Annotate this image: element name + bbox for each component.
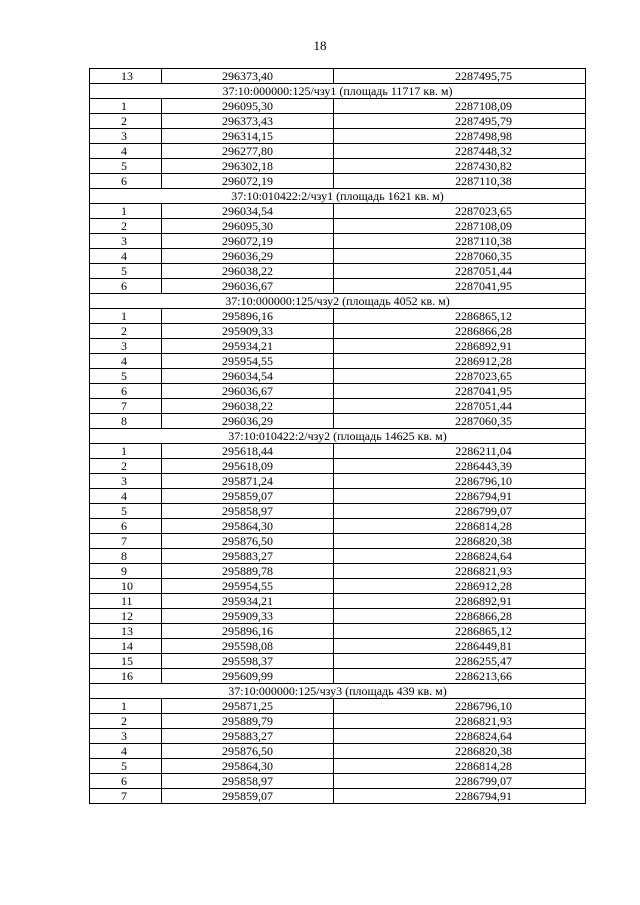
table-row bbox=[90, 354, 586, 369]
point-number: 11 bbox=[90, 594, 162, 609]
point-number: 1 bbox=[90, 699, 162, 714]
table-row bbox=[90, 729, 586, 744]
table-row bbox=[90, 399, 586, 414]
table-row bbox=[90, 444, 586, 459]
section-title: 37:10:000000:125/чзу3 (площадь 439 кв. м) bbox=[90, 684, 586, 699]
x-coordinate: 295859,07 bbox=[162, 489, 334, 504]
point-number: 13 bbox=[90, 69, 162, 84]
point-number: 12 bbox=[90, 609, 162, 624]
x-coordinate: 295889,79 bbox=[162, 714, 334, 729]
x-coordinate: 296036,67 bbox=[162, 384, 334, 399]
x-coordinate: 296072,19 bbox=[162, 234, 334, 249]
section-header-row bbox=[90, 189, 586, 204]
y-coordinate: 2287110,38 bbox=[334, 234, 586, 249]
table-row bbox=[90, 774, 586, 789]
table-row bbox=[90, 714, 586, 729]
point-number: 7 bbox=[90, 534, 162, 549]
x-coordinate: 296036,67 bbox=[162, 279, 334, 294]
point-number: 4 bbox=[90, 249, 162, 264]
x-coordinate: 295859,07 bbox=[162, 789, 334, 804]
table-row bbox=[90, 564, 586, 579]
point-number: 8 bbox=[90, 414, 162, 429]
point-number: 6 bbox=[90, 384, 162, 399]
y-coordinate: 2287051,44 bbox=[334, 399, 586, 414]
x-coordinate: 295934,21 bbox=[162, 339, 334, 354]
table-row bbox=[90, 609, 586, 624]
y-coordinate: 2287448,32 bbox=[334, 144, 586, 159]
y-coordinate: 2286866,28 bbox=[334, 324, 586, 339]
point-number: 6 bbox=[90, 519, 162, 534]
table-row bbox=[90, 504, 586, 519]
y-coordinate: 2286796,10 bbox=[334, 699, 586, 714]
x-coordinate: 295889,78 bbox=[162, 564, 334, 579]
coordinates-table bbox=[89, 68, 586, 804]
y-coordinate: 2286821,93 bbox=[334, 714, 586, 729]
y-coordinate: 2286912,28 bbox=[334, 354, 586, 369]
y-coordinate: 2287041,95 bbox=[334, 384, 586, 399]
page-number: 18 bbox=[313, 38, 327, 53]
point-number: 1 bbox=[90, 444, 162, 459]
section-header-row bbox=[90, 429, 586, 444]
point-number: 2 bbox=[90, 714, 162, 729]
point-number: 2 bbox=[90, 459, 162, 474]
x-coordinate: 295876,50 bbox=[162, 744, 334, 759]
point-number: 2 bbox=[90, 324, 162, 339]
point-number: 7 bbox=[90, 399, 162, 414]
x-coordinate: 295864,30 bbox=[162, 759, 334, 774]
y-coordinate: 2286912,28 bbox=[334, 579, 586, 594]
point-number: 3 bbox=[90, 474, 162, 489]
table-row bbox=[90, 234, 586, 249]
section-header-row bbox=[90, 84, 586, 99]
point-number: 8 bbox=[90, 549, 162, 564]
x-coordinate: 296095,30 bbox=[162, 99, 334, 114]
table-row bbox=[90, 129, 586, 144]
y-coordinate: 2286449,81 bbox=[334, 639, 586, 654]
table-row bbox=[90, 414, 586, 429]
table-row bbox=[90, 699, 586, 714]
x-coordinate: 295883,27 bbox=[162, 729, 334, 744]
y-coordinate: 2287495,75 bbox=[334, 69, 586, 84]
x-coordinate: 295954,55 bbox=[162, 354, 334, 369]
point-number: 2 bbox=[90, 114, 162, 129]
x-coordinate: 295598,37 bbox=[162, 654, 334, 669]
x-coordinate: 296034,54 bbox=[162, 204, 334, 219]
point-number: 1 bbox=[90, 309, 162, 324]
section-title: 37:10:000000:125/чзу2 (площадь 4052 кв. м) bbox=[90, 294, 586, 309]
point-number: 13 bbox=[90, 624, 162, 639]
x-coordinate: 295896,16 bbox=[162, 624, 334, 639]
y-coordinate: 2286824,64 bbox=[334, 549, 586, 564]
point-number: 1 bbox=[90, 99, 162, 114]
point-number: 3 bbox=[90, 729, 162, 744]
table-row bbox=[90, 144, 586, 159]
x-coordinate: 296302,18 bbox=[162, 159, 334, 174]
x-coordinate: 296095,30 bbox=[162, 219, 334, 234]
x-coordinate: 295858,97 bbox=[162, 504, 334, 519]
y-coordinate: 2287023,65 bbox=[334, 204, 586, 219]
y-coordinate: 2287108,09 bbox=[334, 219, 586, 234]
y-coordinate: 2286794,91 bbox=[334, 789, 586, 804]
table-row bbox=[90, 219, 586, 234]
table-row bbox=[90, 249, 586, 264]
table-row bbox=[90, 579, 586, 594]
x-coordinate: 295618,44 bbox=[162, 444, 334, 459]
y-coordinate: 2287108,09 bbox=[334, 99, 586, 114]
x-coordinate: 295934,21 bbox=[162, 594, 334, 609]
x-coordinate: 296277,80 bbox=[162, 144, 334, 159]
x-coordinate: 296373,40 bbox=[162, 69, 334, 84]
table-row bbox=[90, 459, 586, 474]
section-header-row bbox=[90, 294, 586, 309]
coordinates-table-body bbox=[90, 69, 586, 804]
table-row bbox=[90, 69, 586, 84]
x-coordinate: 295598,08 bbox=[162, 639, 334, 654]
y-coordinate: 2286213,66 bbox=[334, 669, 586, 684]
point-number: 10 bbox=[90, 579, 162, 594]
point-number: 6 bbox=[90, 279, 162, 294]
x-coordinate: 296038,22 bbox=[162, 399, 334, 414]
y-coordinate: 2287060,35 bbox=[334, 249, 586, 264]
x-coordinate: 296036,29 bbox=[162, 249, 334, 264]
point-number: 5 bbox=[90, 504, 162, 519]
x-coordinate: 295871,25 bbox=[162, 699, 334, 714]
point-number: 16 bbox=[90, 669, 162, 684]
point-number: 1 bbox=[90, 204, 162, 219]
x-coordinate: 296373,43 bbox=[162, 114, 334, 129]
table-row bbox=[90, 324, 586, 339]
section-title: 37:10:010422:2/чзу1 (площадь 1621 кв. м) bbox=[90, 189, 586, 204]
y-coordinate: 2286796,10 bbox=[334, 474, 586, 489]
y-coordinate: 2287498,98 bbox=[334, 129, 586, 144]
point-number: 5 bbox=[90, 159, 162, 174]
table-row bbox=[90, 759, 586, 774]
section-title: 37:10:000000:125/чзу1 (площадь 11717 кв. м) bbox=[90, 84, 586, 99]
y-coordinate: 2286794,91 bbox=[334, 489, 586, 504]
point-number: 7 bbox=[90, 789, 162, 804]
point-number: 4 bbox=[90, 744, 162, 759]
table-row bbox=[90, 669, 586, 684]
y-coordinate: 2286866,28 bbox=[334, 609, 586, 624]
table-row bbox=[90, 534, 586, 549]
table-row bbox=[90, 204, 586, 219]
point-number: 5 bbox=[90, 369, 162, 384]
table-row bbox=[90, 519, 586, 534]
x-coordinate: 295609,99 bbox=[162, 669, 334, 684]
y-coordinate: 2287023,65 bbox=[334, 369, 586, 384]
point-number: 14 bbox=[90, 639, 162, 654]
point-number: 3 bbox=[90, 234, 162, 249]
table-row bbox=[90, 624, 586, 639]
section-header-row bbox=[90, 684, 586, 699]
table-row bbox=[90, 489, 586, 504]
section-title: 37:10:010422:2/чзу2 (площадь 14625 кв. м) bbox=[90, 429, 586, 444]
table-row bbox=[90, 339, 586, 354]
point-number: 15 bbox=[90, 654, 162, 669]
table-row bbox=[90, 114, 586, 129]
y-coordinate: 2286814,28 bbox=[334, 519, 586, 534]
x-coordinate: 295864,30 bbox=[162, 519, 334, 534]
table-row bbox=[90, 309, 586, 324]
point-number: 3 bbox=[90, 339, 162, 354]
point-number: 3 bbox=[90, 129, 162, 144]
x-coordinate: 296314,15 bbox=[162, 129, 334, 144]
table-row bbox=[90, 654, 586, 669]
x-coordinate: 295876,50 bbox=[162, 534, 334, 549]
table-row bbox=[90, 159, 586, 174]
table-row bbox=[90, 264, 586, 279]
point-number: 4 bbox=[90, 489, 162, 504]
x-coordinate: 295909,33 bbox=[162, 609, 334, 624]
y-coordinate: 2286820,38 bbox=[334, 534, 586, 549]
y-coordinate: 2286814,28 bbox=[334, 759, 586, 774]
y-coordinate: 2287060,35 bbox=[334, 414, 586, 429]
y-coordinate: 2287495,79 bbox=[334, 114, 586, 129]
y-coordinate: 2287051,44 bbox=[334, 264, 586, 279]
y-coordinate: 2286865,12 bbox=[334, 309, 586, 324]
y-coordinate: 2286211,04 bbox=[334, 444, 586, 459]
point-number: 4 bbox=[90, 354, 162, 369]
x-coordinate: 296038,22 bbox=[162, 264, 334, 279]
x-coordinate: 295954,55 bbox=[162, 579, 334, 594]
x-coordinate: 296036,29 bbox=[162, 414, 334, 429]
x-coordinate: 295618,09 bbox=[162, 459, 334, 474]
y-coordinate: 2286892,91 bbox=[334, 594, 586, 609]
table-row bbox=[90, 474, 586, 489]
y-coordinate: 2287041,95 bbox=[334, 279, 586, 294]
point-number: 4 bbox=[90, 144, 162, 159]
x-coordinate: 295871,24 bbox=[162, 474, 334, 489]
x-coordinate: 295896,16 bbox=[162, 309, 334, 324]
point-number: 9 bbox=[90, 564, 162, 579]
point-number: 2 bbox=[90, 219, 162, 234]
x-coordinate: 295909,33 bbox=[162, 324, 334, 339]
table-row bbox=[90, 789, 586, 804]
table-row bbox=[90, 369, 586, 384]
y-coordinate: 2286820,38 bbox=[334, 744, 586, 759]
y-coordinate: 2286824,64 bbox=[334, 729, 586, 744]
point-number: 6 bbox=[90, 774, 162, 789]
table-row bbox=[90, 639, 586, 654]
x-coordinate: 296034,54 bbox=[162, 369, 334, 384]
table-row bbox=[90, 279, 586, 294]
y-coordinate: 2287430,82 bbox=[334, 159, 586, 174]
y-coordinate: 2286799,07 bbox=[334, 774, 586, 789]
table-row bbox=[90, 174, 586, 189]
y-coordinate: 2286892,91 bbox=[334, 339, 586, 354]
y-coordinate: 2287110,38 bbox=[334, 174, 586, 189]
point-number: 5 bbox=[90, 759, 162, 774]
y-coordinate: 2286255,47 bbox=[334, 654, 586, 669]
y-coordinate: 2286865,12 bbox=[334, 624, 586, 639]
table-row bbox=[90, 594, 586, 609]
point-number: 6 bbox=[90, 174, 162, 189]
x-coordinate: 295858,97 bbox=[162, 774, 334, 789]
x-coordinate: 295883,27 bbox=[162, 549, 334, 564]
table-row bbox=[90, 99, 586, 114]
point-number: 5 bbox=[90, 264, 162, 279]
table-row bbox=[90, 384, 586, 399]
y-coordinate: 2286799,07 bbox=[334, 504, 586, 519]
x-coordinate: 296072,19 bbox=[162, 174, 334, 189]
table-row bbox=[90, 549, 586, 564]
y-coordinate: 2286821,93 bbox=[334, 564, 586, 579]
y-coordinate: 2286443,39 bbox=[334, 459, 586, 474]
table-row bbox=[90, 744, 586, 759]
